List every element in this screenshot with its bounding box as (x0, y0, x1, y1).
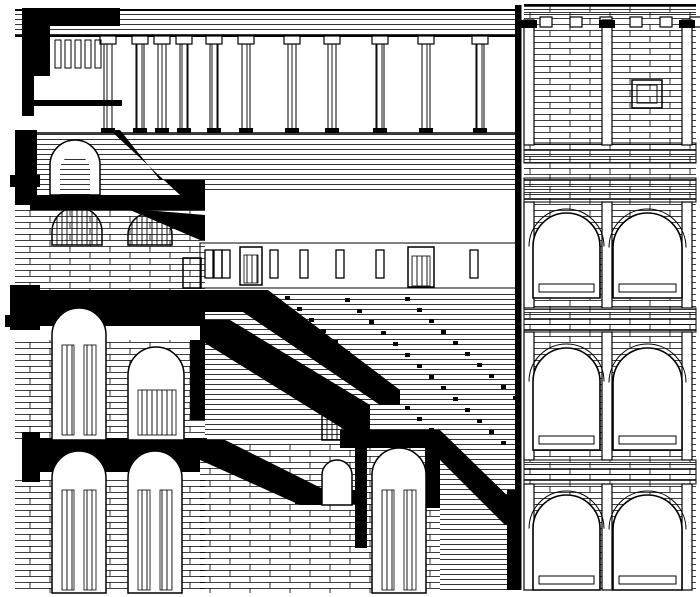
column (206, 36, 222, 133)
column (100, 36, 116, 133)
door-left-panel (244, 255, 258, 283)
column (154, 36, 170, 133)
door-right-panel (412, 256, 430, 286)
section-panel (5, 5, 566, 593)
column (132, 36, 148, 133)
elevation-panel (521, 5, 700, 590)
arch (529, 344, 604, 450)
column (472, 36, 488, 133)
column (418, 36, 434, 133)
upper-colonnade (55, 36, 488, 133)
column (324, 36, 340, 133)
column (284, 36, 300, 133)
arch (609, 344, 686, 450)
column (238, 36, 254, 133)
column (176, 36, 192, 133)
column (372, 36, 388, 133)
